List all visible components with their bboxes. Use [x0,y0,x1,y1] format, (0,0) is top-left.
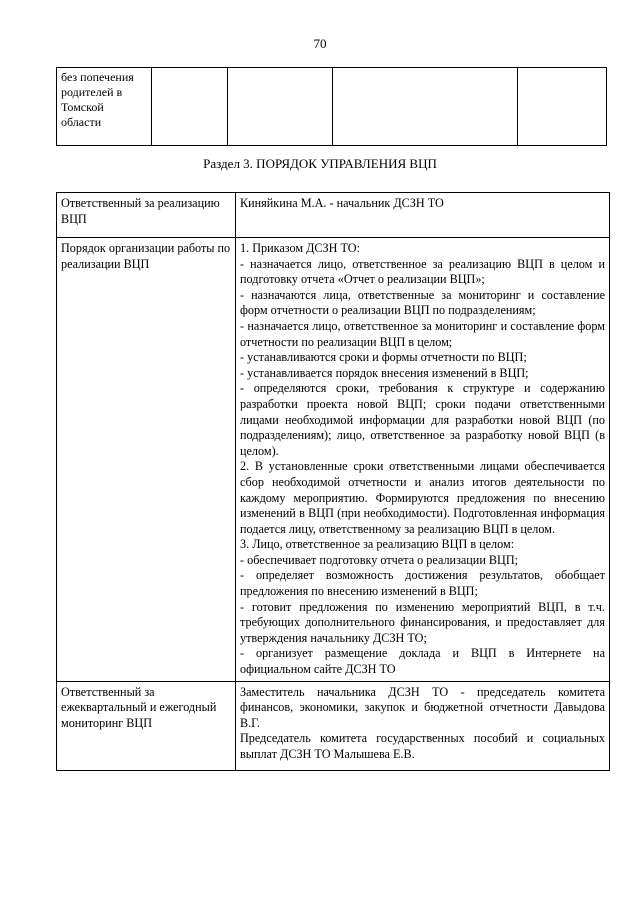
table-row [57,681,610,770]
table-row [57,193,610,238]
content-paragraph: - назначается лицо, ответственное за реализацию ВЦП в целом и подготовку отчета «Отчет о реализации ВЦП»; [240,256,605,287]
cell-line: Томской [61,100,104,114]
content-paragraph: - назначаются лица, ответственные за мониторинг и составление форм отчетности о реализации ВЦП по подразделениям; [240,287,605,318]
content-paragraph: 2. В установленные сроки ответственными лицами обеспечивается сбор необходимой отчетности и анализ итогов деятельности по каждому мероприятию. Формируются предложения по внесению изменений в ВЦП (при необходимости). Подготовленная информация подается лицу, ответственному за реализацию ВЦП в целом. [240,459,605,536]
content-paragraph: - готовит предложения по изменению мероприятий ВЦП, в т.ч. требующих дополнительного финансирования, и предоставляет для утверждения начальнику ДСЗН ТО; [240,599,605,645]
management-table [56,192,610,771]
continuation-table [56,67,607,146]
row-content [236,193,610,238]
content-paragraph: - устанавливаются сроки и формы отчетности по ВЦП; [240,350,527,365]
content-paragraph: 1. Приказом ДСЗН ТО: [240,241,360,255]
content-paragraph: - определяет возможность достижения результатов, обобщает предложения по внесению изменений в ВЦП; [240,568,605,599]
table-cell [152,68,228,146]
table-cell [518,68,607,146]
content-paragraph: Председатель комитета государственных пособий и социальных выплат ДСЗН ТО Малышева Е.В. [240,731,605,761]
row-label: Ответственный за реализацию ВЦП [57,193,236,238]
row-content [236,681,610,770]
row-label: Ответственный за ежеквартальный и ежегодный мониторинг ВЦП [57,681,236,770]
content-paragraph: Заместитель начальника ДСЗН ТО - председатель комитета финансов, экономики, закупок и бюджетной отчетности Давыдова В.Г. [240,684,605,730]
cell-line: родителей в [61,85,123,99]
cell-line: области [61,115,102,129]
content-paragraph: - организует размещение доклада и ВЦП в Интернете на официальном сайте ДСЗН ТО [240,646,605,677]
section-title: Раздел 3. ПОРЯДОК УПРАВЛЕНИЯ ВЦП [203,156,437,171]
table-row [57,68,607,146]
row-content [236,238,610,682]
content-paragraph: - назначается лицо, ответственное за мониторинг и составление форм отчетности по реализации ВЦП в целом; [240,318,605,349]
content-paragraph: 3. Лицо, ответственное за реализацию ВЦП в целом: [240,537,515,552]
table-cell [333,68,518,146]
row-label: Порядок организации работы по реализации ВЦП [57,238,236,682]
table-cell [228,68,333,146]
content-paragraph: - устанавливается порядок внесения изменений в ВЦП; [240,365,529,380]
table-cell [57,68,152,146]
content-paragraph: - определяются сроки, требования к структуре и содержанию разработки проекта новой ВЦП; сроки подачи ответственными лицами необходимой информации для разработки новой ВЦП (по подразделениям); лицо, ответственное за разработку новой ВЦП (в целом). [240,381,605,458]
page-number: 70 [313,36,327,51]
content-paragraph: - обеспечивает подготовку отчета о реализации ВЦП; [240,552,519,567]
content-paragraph: Киняйкина М.А. - начальник ДСЗН ТО [240,196,444,210]
cell-line: без попечения [61,70,134,84]
table-row [57,238,610,682]
